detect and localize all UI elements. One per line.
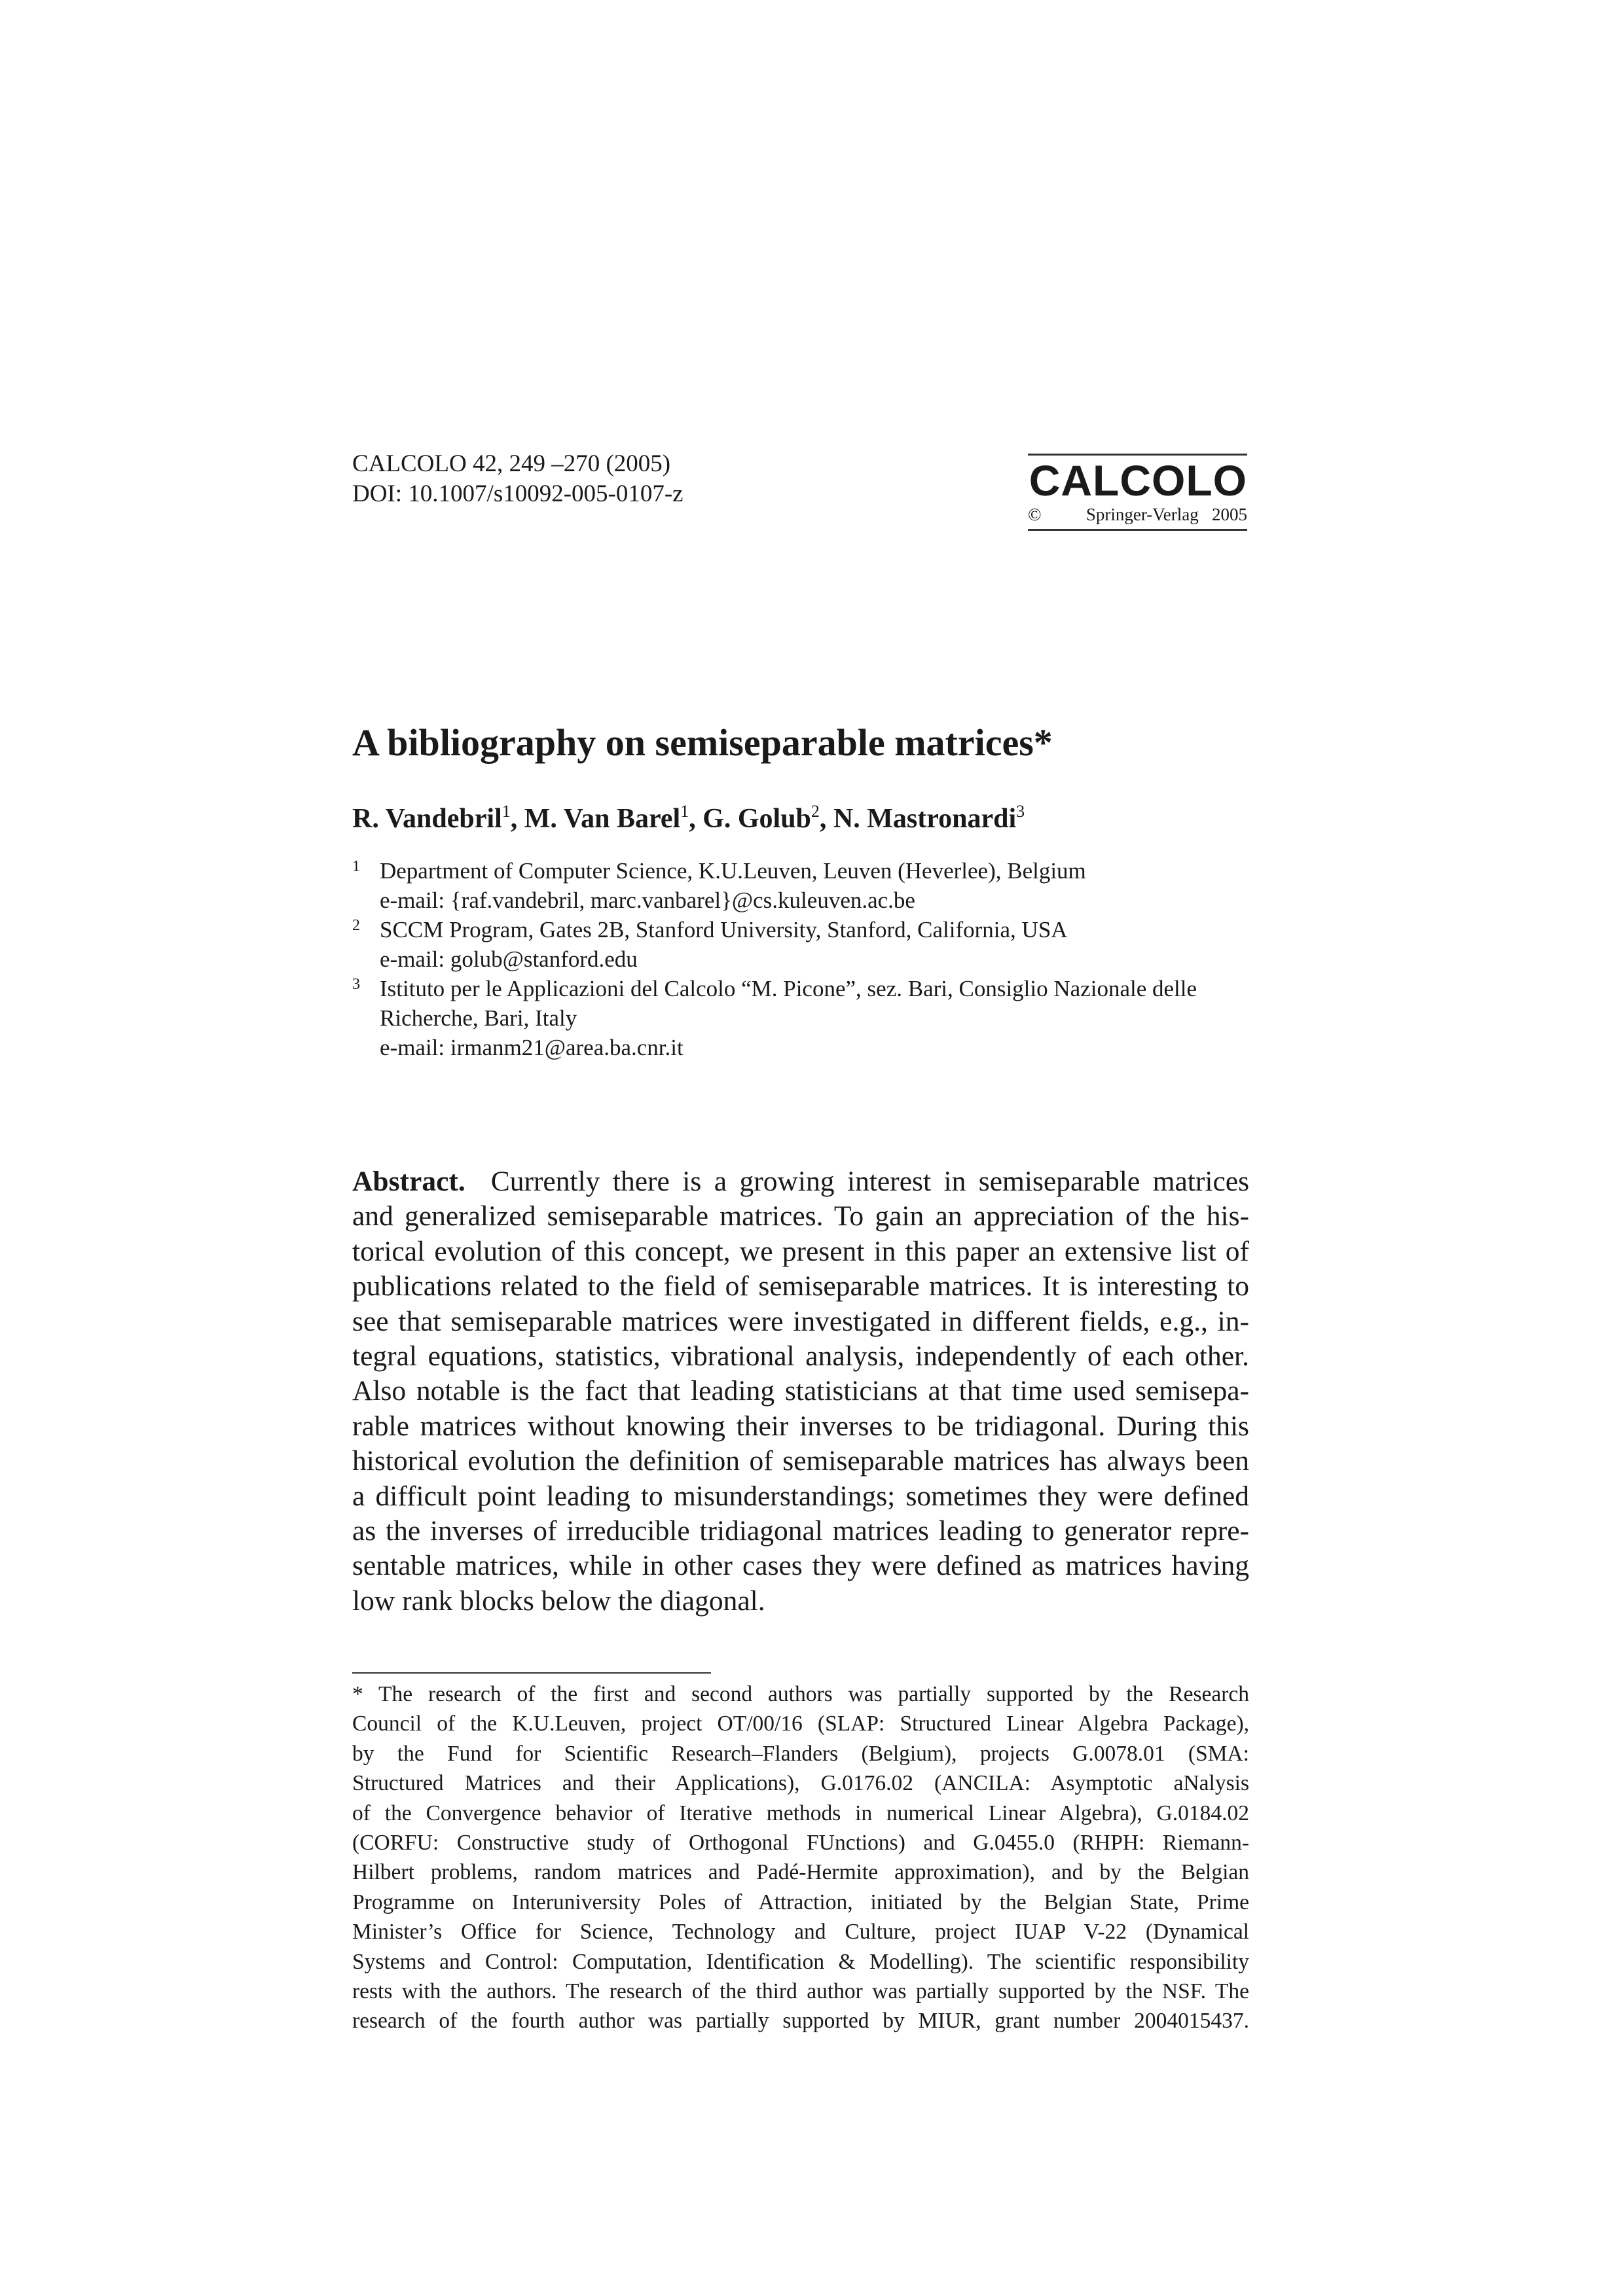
journal-reference xyxy=(352,449,684,509)
abstract-heading: Abstract. xyxy=(352,1166,465,1197)
paper-title: A bibliography on semiseparable matrices* xyxy=(352,721,1053,764)
copyright-line xyxy=(1028,504,1247,525)
copyright-year: 2005 xyxy=(1212,505,1247,524)
author: N. Mastronardi$^3$ xyxy=(833,802,1025,834)
footnote-rule xyxy=(352,1672,711,1674)
author: G. Golub$^2$, xyxy=(702,802,833,834)
affiliations xyxy=(352,856,1249,1062)
author-list xyxy=(352,801,1025,836)
copyright-symbol: © xyxy=(1028,505,1042,524)
affiliation-number: 1 xyxy=(352,858,360,875)
logo-wordmark: CALCOLO xyxy=(1029,456,1247,505)
author: M. Van Barel$^1$, xyxy=(524,802,703,834)
affiliation-number: 2 xyxy=(352,917,360,934)
affiliation-2: 2 SCCM Program, Gates 2B, Stanford University, Stanford, California, USA e-mail: golub@stanford.edu xyxy=(352,915,1249,974)
publisher-name: Springer-Verlag xyxy=(1085,505,1199,524)
journal-citation: CALCOLO 42, 249 –270 (2005) xyxy=(352,450,671,477)
affiliation-email: e-mail: {raf.vandebril, marc.vanbarel}@cs.kuleuven.ac.be xyxy=(380,888,915,913)
affiliation-1: 1 Department of Computer Science, K.U.Leuven, Leuven (Heverlee), Belgium e-mail: {raf.vandebril, marc.vanbarel}@cs.kuleuven.ac.be xyxy=(352,856,1249,915)
affiliation-3: 3 Istituto per le Applicazioni del Calcolo “M. Picone”, sez. Bari, Consiglio Nazionale delle Richerche, Bari, Italy e-mail: irmanm21@area.ba.cnr.it xyxy=(352,974,1249,1062)
abstract: Abstract. Currently there is a growing interest in semiseparable matrices and generalized semiseparable matrices. To gain an appreciation of the his- torical evolution of this concept, we present in this paper an extensive list of publications related to the field of semiseparable matrices. It is interesting to see that semiseparable matrices were investigated in different fields, e.g., in- tegral equations, statistics, vibrational analysis, independently of each other. Also notable is the fact that leading statisticians at that time used semisepa- rable matrices without knowing their inverses to be tridiagonal. During this historical evolution the definition of semiseparable matrices has always been a difficult point leading to misunderstandings; sometimes they were defined as the inverses of irreducible tridiagonal matrices leading to generator repre- sentable matrices, while in other cases they were defined as matrices having low rank blocks below the diagonal. xyxy=(352,1166,1249,1617)
author: R. Vandebril$^1$, xyxy=(352,802,524,834)
journal-logo xyxy=(1028,454,1247,531)
funding-footnote: * The research of the first and second authors was partially supported by the Research Council of the K.U.Leuven, project OT/00/16 (SLAP: Structured Linear Algebra Package), by the Fund for Scientific Research–Flanders (Belgium), projects G.0078.01 (SMA: Structured Matrices and their Applications), G.0176.02 (ANCILA: Asymptotic aNalysis of the Convergence behavior of Iterative methods in numerical Linear Algebra), G.0184.02 (CORFU: Constructive study of Orthogonal FUnctions) and G.0455.0 (RHPH: Riemann- Hilbert problems, random matrices and Padé-Hermite approximation), and by the Belgian Programme on Interuniversity Poles of Attraction, initiated by the Belgian State, Prime Minister’s Office for Science, Technology and Culture, project IUAP V-22 (Dynamical Systems and Control: Computation, Identification & Modelling). The scientific responsibility rests with the authors. The research of the third author was partially supported by the NSF. The research of the fourth author was partially supported by MIUR, grant number 2004015437. xyxy=(352,1682,1249,2034)
affiliation-email: e-mail: golub@stanford.edu xyxy=(380,946,638,972)
affiliation-email: e-mail: irmanm21@area.ba.cnr.it xyxy=(380,1035,684,1060)
doi: DOI: 10.1007/s10092-005-0107-z xyxy=(352,480,684,507)
affiliation-number: 3 xyxy=(352,976,360,993)
